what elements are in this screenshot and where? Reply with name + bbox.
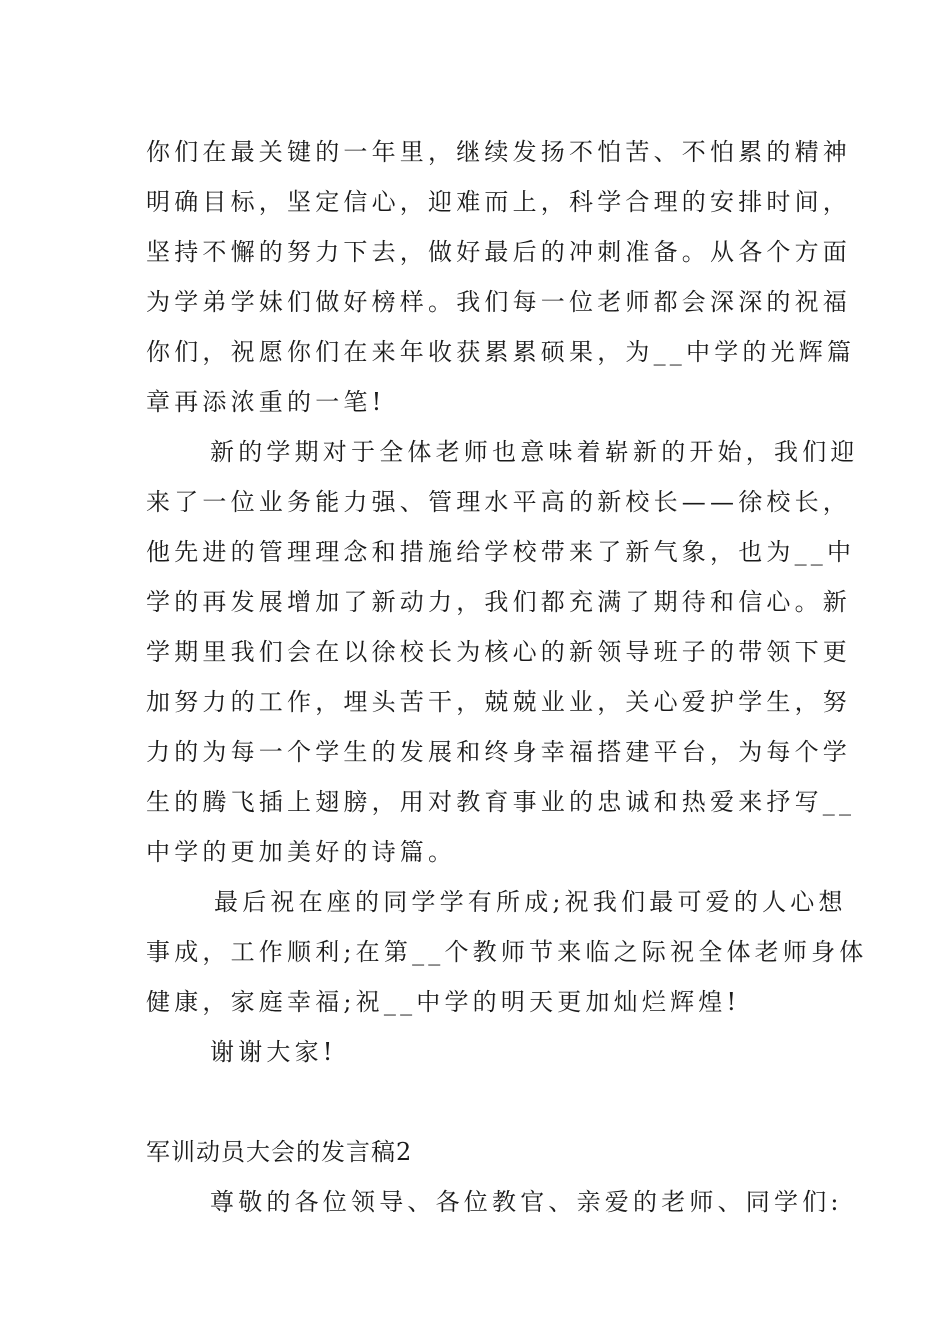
text-line: 你们在最关键的一年里，继续发扬不怕苦、不怕累的精神 xyxy=(146,138,851,166)
text-line: 你们，祝愿你们在来年收获累累硕果，为__中学的光辉篇 xyxy=(146,338,856,366)
text-line: 来了一位业务能力强、管理水平高的新校长——徐校长， xyxy=(146,488,851,516)
text-line: 学期里我们会在以徐校长为核心的新领导班子的带领下更 xyxy=(146,638,851,666)
text-line: 谢谢大家! xyxy=(210,1038,337,1066)
text-line: 坚持不懈的努力下去，做好最后的冲刺准备。从各个方面 xyxy=(146,238,851,266)
text-line: 健康，家庭幸福;祝__中学的明天更加灿烂辉煌! xyxy=(146,988,741,1016)
text-line: 他先进的管理理念和措施给学校带来了新气象，也为__中 xyxy=(146,538,856,566)
text-line: 章再添浓重的一笔! xyxy=(146,388,386,416)
text-line: 为学弟学妹们做好榜样。我们每一位老师都会深深的祝福 xyxy=(146,288,851,316)
text-line: 力的为每一个学生的发展和终身幸福搭建平台，为每个学 xyxy=(146,738,851,766)
text-line: 事成，工作顺利;在第__个教师节来临之际祝全体老师身体 xyxy=(146,938,868,966)
text-line: 学的再发展增加了新动力，我们都充满了期待和信心。新 xyxy=(146,588,851,616)
text-line: 加努力的工作，埋头苦干，兢兢业业，关心爱护学生，努 xyxy=(146,688,851,716)
text-line: 生的腾飞插上翅膀，用对教育事业的忠诚和热爱来抒写__ xyxy=(146,788,856,816)
text-line: 中学的更加美好的诗篇。 xyxy=(146,838,457,866)
salutation: 尊敬的各位领导、各位教官、亲爱的老师、同学们: xyxy=(210,1188,843,1216)
text-line: 最后祝在座的同学学有所成;祝我们最可爱的人心想 xyxy=(214,888,847,916)
text-line: 新的学期对于全体老师也意味着崭新的开始，我们迎 xyxy=(210,438,859,466)
section-heading: 军训动员大会的发言稿2 xyxy=(146,1138,413,1166)
text-line: 明确目标，坚定信心，迎难而上，科学合理的安排时间， xyxy=(146,188,851,216)
